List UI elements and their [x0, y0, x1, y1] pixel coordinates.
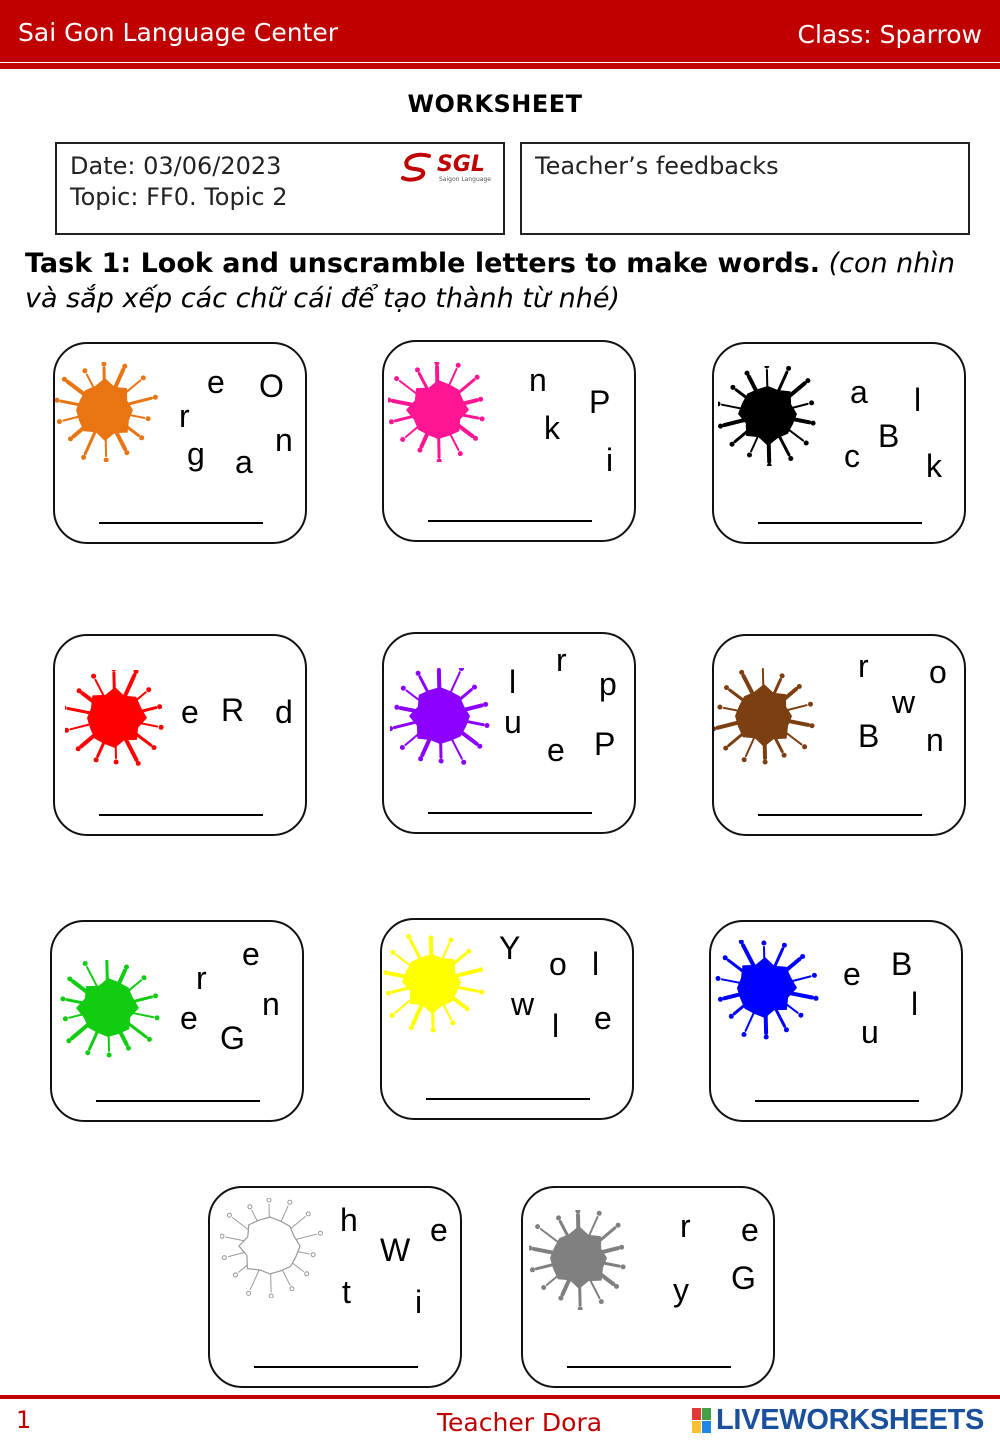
scrambled-letter: l — [592, 946, 600, 982]
paint-splat-icon — [715, 940, 819, 1040]
header-divider — [0, 63, 1000, 69]
answer-blank[interactable] — [758, 522, 922, 524]
sgl-logo — [397, 152, 509, 186]
page-title: WORKSHEET — [407, 90, 583, 118]
scrambled-letter: e — [843, 956, 861, 992]
scrambled-letter: p — [599, 666, 617, 702]
task-instruction — [25, 246, 955, 316]
paint-splat-icon — [529, 1210, 633, 1310]
color-card — [709, 920, 963, 1122]
scrambled-letter: y — [673, 1272, 689, 1308]
logo-subtext: Saigon Language — [439, 176, 491, 183]
color-card — [712, 634, 966, 836]
paint-splat-icon — [58, 960, 162, 1060]
scrambled-letter: n — [275, 422, 293, 458]
scrambled-letter: k — [926, 448, 942, 484]
scrambled-letter: u — [504, 704, 522, 740]
info-box — [55, 142, 505, 235]
scrambled-letter: l — [911, 986, 919, 1022]
scrambled-letter: w — [892, 684, 916, 720]
topic-text: Topic: FF0. Topic 2 — [70, 183, 288, 211]
scrambled-letter: e — [207, 364, 225, 400]
scrambled-letter: o — [549, 946, 567, 982]
scrambled-letter: n — [529, 362, 547, 398]
scrambled-letter: g — [187, 436, 205, 472]
color-card — [53, 634, 307, 836]
answer-blank[interactable] — [758, 814, 922, 816]
color-card — [382, 340, 636, 542]
color-card — [382, 632, 636, 834]
scrambled-letter: r — [179, 398, 190, 434]
scrambled-letter: a — [850, 374, 868, 410]
answer-blank[interactable] — [99, 814, 263, 816]
scrambled-letter: r — [858, 648, 869, 684]
answer-blank[interactable] — [567, 1366, 731, 1368]
scrambled-letter: e — [741, 1212, 759, 1248]
scrambled-letter: W — [380, 1232, 411, 1268]
color-card — [521, 1186, 775, 1388]
scrambled-letter: e — [180, 1000, 198, 1036]
scrambled-letter: e — [181, 694, 199, 730]
scrambled-letter: r — [556, 642, 567, 678]
color-card — [53, 342, 307, 544]
date-text: Date: 03/06/2023 — [70, 152, 282, 180]
answer-blank[interactable] — [428, 520, 592, 522]
answer-blank[interactable] — [426, 1098, 590, 1100]
scrambled-letter: B — [858, 718, 880, 754]
scrambled-letter: e — [242, 936, 260, 972]
paint-splat-icon — [718, 366, 822, 466]
color-card — [208, 1186, 462, 1388]
paint-splat-icon — [390, 668, 494, 768]
answer-blank[interactable] — [99, 522, 263, 524]
paint-splat-icon — [65, 670, 169, 770]
liveworksheets-text: LIVEWORKSHEETS — [716, 1404, 985, 1436]
scrambled-letter: B — [878, 418, 900, 454]
scrambled-letter: O — [259, 368, 284, 404]
feedback-box[interactable] — [520, 142, 970, 235]
paint-splat-icon — [220, 1198, 324, 1298]
scrambled-letter: B — [891, 946, 913, 982]
scrambled-letter: r — [196, 960, 207, 996]
scrambled-letter: c — [844, 438, 860, 474]
color-card — [712, 342, 966, 544]
scrambled-letter: a — [235, 444, 253, 480]
scrambled-letter: r — [680, 1208, 691, 1244]
answer-blank[interactable] — [254, 1366, 418, 1368]
scrambled-letter: d — [275, 694, 293, 730]
scrambled-letter: G — [220, 1020, 245, 1056]
answer-blank[interactable] — [755, 1100, 919, 1102]
scrambled-letter: e — [547, 732, 565, 768]
sgl-logo-icon — [399, 152, 439, 184]
answer-blank[interactable] — [428, 812, 592, 814]
page-number: 1 — [16, 1406, 32, 1434]
answer-blank[interactable] — [96, 1100, 260, 1102]
scrambled-letter: P — [589, 384, 611, 420]
task-translation: (con nhìn và sắp xếp các chữ cái để tạo thành từ nhé) — [25, 248, 956, 314]
scrambled-letter: e — [430, 1212, 448, 1248]
paint-splat-icon — [55, 362, 159, 462]
scrambled-letter: n — [926, 722, 944, 758]
scrambled-letter: R — [221, 692, 245, 728]
color-card — [50, 920, 304, 1122]
scrambled-letter: t — [342, 1274, 351, 1310]
scrambled-letter: w — [511, 986, 535, 1022]
task-title: Task 1: Look and unscramble letters to make words. — [25, 248, 820, 279]
feedback-label: Teacher’s feedbacks — [535, 152, 779, 180]
paint-splat-icon — [714, 668, 818, 768]
footer-divider — [0, 1395, 1000, 1399]
scrambled-letter: h — [340, 1202, 358, 1238]
color-card — [380, 918, 634, 1120]
scrambled-letter: o — [929, 654, 947, 690]
scrambled-letter: i — [415, 1284, 423, 1320]
logo-text: SGL — [437, 152, 485, 177]
liveworksheets-icon — [692, 1408, 712, 1434]
scrambled-letter: G — [731, 1260, 756, 1296]
scrambled-letter: l — [552, 1008, 560, 1044]
scrambled-letter: Y — [499, 930, 521, 966]
scrambled-letter: k — [544, 410, 560, 446]
paint-splat-icon — [388, 362, 492, 462]
scrambled-letter: n — [262, 986, 280, 1022]
school-name: Sai Gon Language Center — [18, 18, 339, 47]
scrambled-letter: u — [861, 1014, 879, 1050]
scrambled-letter: i — [606, 442, 614, 478]
liveworksheets-logo — [692, 1404, 990, 1438]
scrambled-letter: l — [509, 664, 517, 700]
header-bar — [0, 0, 1000, 62]
class-name: Class: Sparrow — [797, 20, 982, 49]
paint-splat-icon — [382, 934, 486, 1034]
scrambled-letter: P — [594, 726, 616, 762]
scrambled-letter: l — [914, 382, 922, 418]
scrambled-letter: e — [594, 1000, 612, 1036]
teacher-name: Teacher Dora — [437, 1408, 603, 1437]
